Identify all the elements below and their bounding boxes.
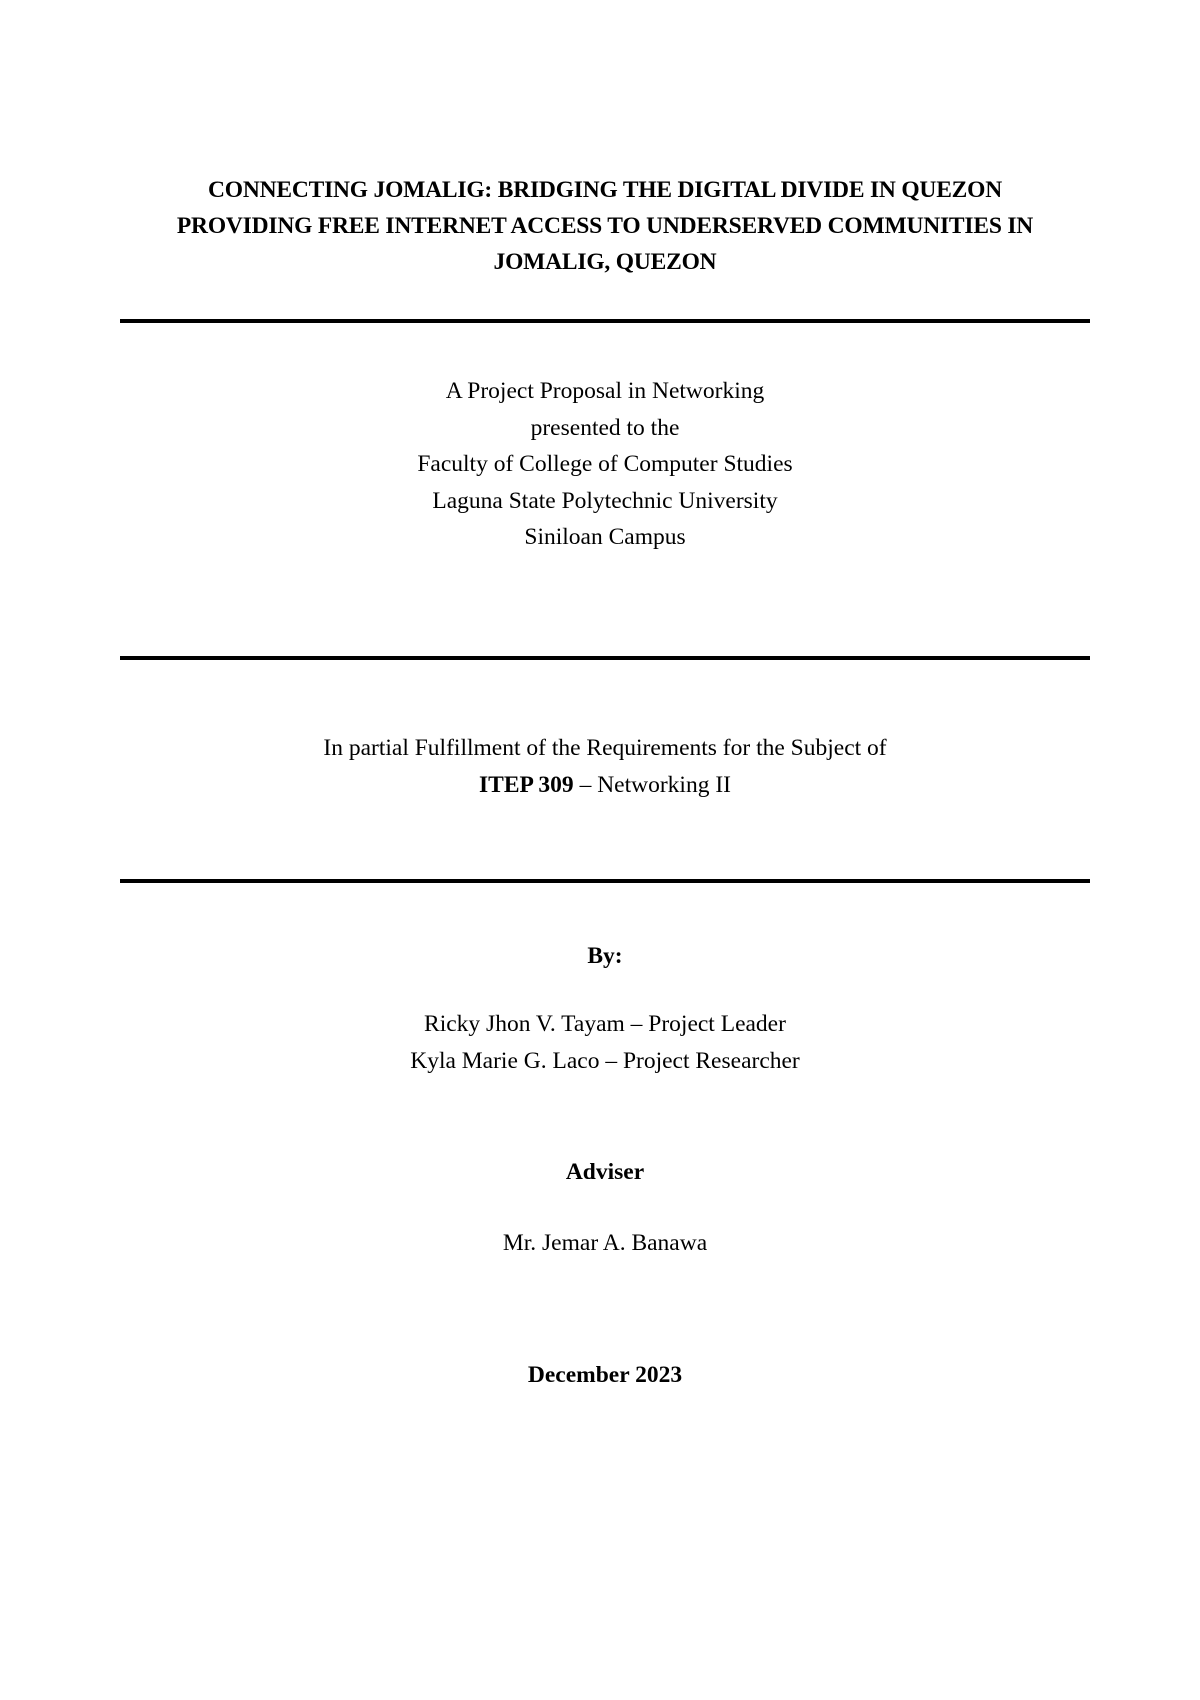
author-item: Ricky Jhon V. Tayam – Project Leader [424, 1011, 786, 1037]
divider-rule-1 [120, 319, 1090, 323]
proposal-line-5: Siniloan Campus [524, 524, 686, 550]
author-item: Kyla Marie G. Laco – Project Researcher [410, 1047, 800, 1074]
course-line [120, 767, 1090, 804]
divider-rule-3 [120, 879, 1090, 883]
adviser-label: Adviser [565, 1159, 645, 1185]
submission-date: December 2023 [527, 1362, 683, 1388]
by-label: By: [587, 943, 623, 969]
proposal-line-3: Faculty of College of Computer Studies [417, 451, 793, 477]
adviser-name: Mr. Jemar A. Banawa [502, 1230, 708, 1256]
fulfillment-line-1: In partial Fulfillment of the Requirements for the Subject of [323, 735, 887, 761]
proposal-line-4: Laguna State Polytechnic University [432, 487, 778, 514]
fulfillment-statement [120, 730, 1090, 803]
course-code: ITEP 309 [479, 771, 574, 798]
title-line-2: PROVIDING FREE INTERNET ACCESS TO UNDERSERVED COMMUNITIES IN [176, 213, 1034, 239]
title-line-1: CONNECTING JOMALIG: BRIDGING THE DIGITAL DIVIDE IN QUEZON [207, 177, 1003, 203]
author-list [120, 1006, 1090, 1079]
document-title [120, 172, 1090, 280]
proposal-statement [120, 373, 1090, 556]
proposal-line-1: A Project Proposal in Networking [445, 378, 765, 404]
title-line-3: JOMALIG, QUEZON [493, 249, 717, 275]
divider-rule-2 [120, 656, 1090, 660]
course-title: – Networking II [573, 771, 731, 798]
proposal-line-2: presented to the [530, 414, 680, 441]
